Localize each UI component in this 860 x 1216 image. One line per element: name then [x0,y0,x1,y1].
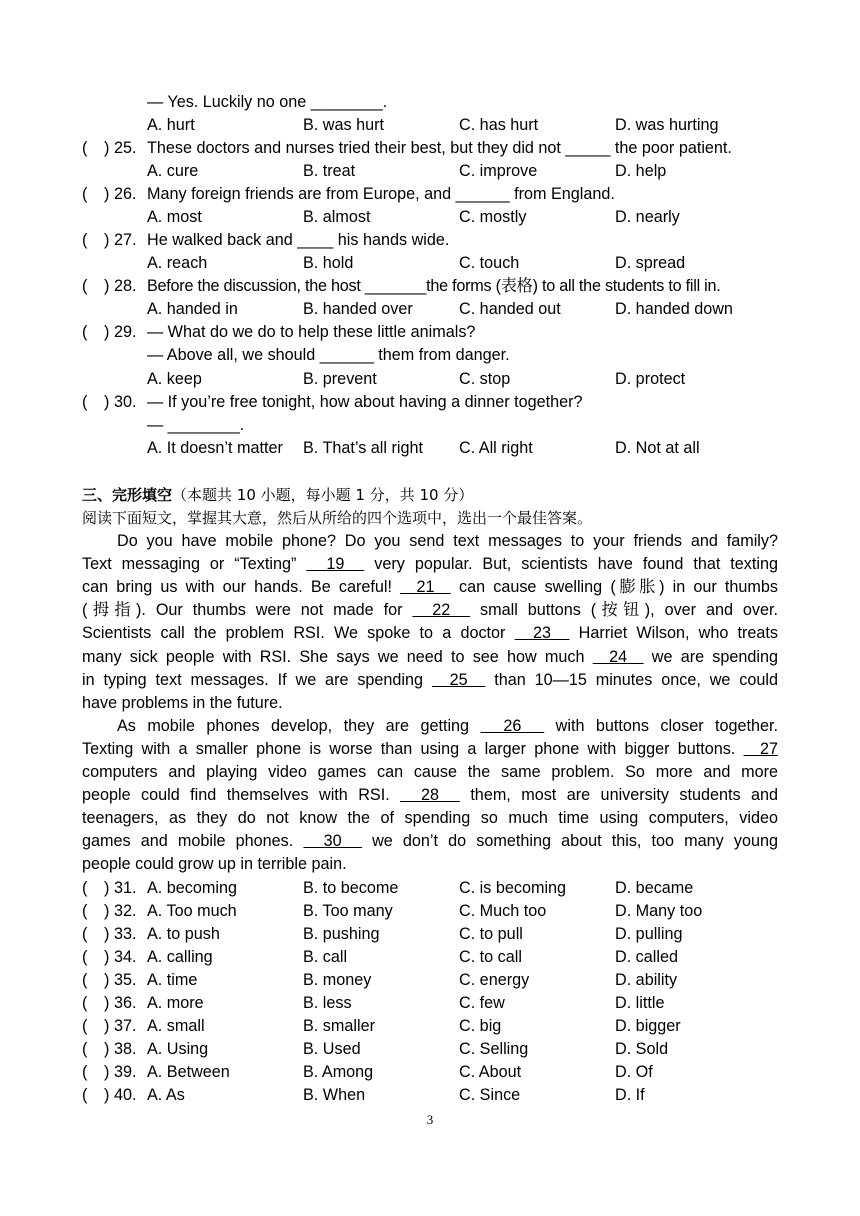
option-b: B. prevent [303,370,377,388]
answer-paren-open: ( [82,1017,88,1035]
question-text-2: — Above all, we should ______ them from danger. [147,346,510,364]
option-b: B. call [303,948,348,966]
question-24-response: — Yes. Luckily no one ________. [147,93,388,111]
answer-paren-close: ) [104,393,110,411]
section-title-text: 三、完形填空 [82,486,173,504]
passage-line [117,530,778,552]
option-c: C. is becoming [459,879,567,897]
option-d: D. became [615,879,694,897]
question-text: He walked back and ____ his hands wide. [147,231,450,249]
passage-text: many sick people with RSI. She says we need to see how much [82,648,585,666]
cloze-blank-28: 28 [400,786,460,804]
cloze-blank-30: 30 [303,832,362,850]
passage-text: small buttons (按钮), over and over. [480,601,778,619]
option-a: A. Between [147,1063,230,1081]
passage-line [82,830,778,852]
option-b: B. hold [303,254,354,272]
passage-line [82,576,778,598]
passage-text: Harriet Wilson, who treats [578,624,779,642]
option-d: D. spread [615,254,686,272]
option-d: D. protect [615,370,686,388]
passage-text: Do you have mobile phone? Do you send text messages to your friends and family? [117,532,778,550]
answer-paren-close: ) [104,231,110,249]
cloze-blank-26: 26 [480,717,545,735]
answer-paren-open: ( [82,879,88,897]
option-b: B. less [303,994,352,1012]
option-a: A. keep [147,370,202,388]
answer-paren-close: ) [104,994,110,1012]
answer-paren-open: ( [82,948,88,966]
option-a: A. cure [147,162,199,180]
option-c: C. touch [459,254,520,272]
option-b: B. to become [303,879,399,897]
option-b: B. almost [303,208,371,226]
question-number: 30. [114,393,137,411]
answer-paren-close: ) [104,139,110,157]
answer-paren-close: ) [104,277,110,295]
cloze-blank-19: 19 [306,555,365,573]
option-a: A. hurt [147,116,195,134]
passage-text: computers and playing video games can cause the same problem. So more and more [82,763,778,781]
question-number: 39. [114,1063,137,1081]
passage-text: As mobile phones develop, they are getting [117,717,470,735]
passage-line [117,715,778,737]
answer-paren-open: ( [82,1040,88,1058]
question-number: 28. [114,277,137,295]
question-number: 35. [114,971,137,989]
passage-text: can bring us with our hands. Be careful! [82,578,392,596]
question-number: 37. [114,1017,137,1035]
cloze-blank-25: 25 [431,671,486,689]
section-title [82,484,473,507]
option-b: B. Used [303,1040,361,1058]
answer-paren-open: ( [82,277,88,295]
question-number: 36. [114,994,137,1012]
answer-paren-open: ( [82,1086,88,1104]
passage-text: we are spending [651,648,779,666]
option-a: A. Too much [147,902,237,920]
option-b: B. smaller [303,1017,375,1035]
option-b: B. handed over [303,300,413,318]
option-d: D. Sold [615,1040,669,1058]
option-a: A. It doesn’t matter [147,439,283,457]
option-c: C. Since [459,1086,521,1104]
question-text: These doctors and nurses tried their best, but they did not _____ the poor patient. [147,139,732,157]
question-number: 29. [114,323,137,341]
passage-line [82,669,778,691]
option-a: A. calling [147,948,213,966]
option-b: B. was hurt [303,116,384,134]
page-number: 3 [426,1112,434,1127]
option-c: C. has hurt [459,116,539,134]
option-c: C. few [459,994,505,1012]
answer-paren-close: ) [104,948,110,966]
option-b: B. That’s all right [303,439,423,457]
answer-paren-open: ( [82,902,88,920]
option-a: A. Using [147,1040,209,1058]
passage-text: in typing text messages. If we are spending [82,671,424,689]
passage-text: people could find themselves with RSI. [82,786,390,804]
option-a: A. most [147,208,202,226]
option-a: A. small [147,1017,205,1035]
passage-text: we don’t do something about this, too many young [372,832,779,850]
passage-line [82,784,778,806]
answer-paren-close: ) [104,971,110,989]
passage-text: games and mobile phones. [82,832,294,850]
option-c: C. to call [459,948,522,966]
option-c: C. handed out [459,300,561,318]
answer-paren-close: ) [104,902,110,920]
passage-line [82,853,778,875]
option-c: C. stop [459,370,511,388]
option-a: A. As [147,1086,185,1104]
question-number: 31. [114,879,137,897]
option-c: C. Much too [459,902,547,920]
answer-paren-open: ( [82,323,88,341]
passage-text: Texting with a smaller phone is worse than using a larger phone with bigger buttons. [82,740,736,758]
option-b: B. Too many [303,902,393,920]
option-d: D. Of [615,1063,653,1081]
passage-line [82,622,778,644]
option-a: A. reach [147,254,208,272]
option-d: D. help [615,162,667,180]
option-b: B. treat [303,162,356,180]
section-scoring-note: （本题共 10 小题，每小题 1 分，共 10 分） [172,486,474,504]
passage-line [82,646,778,668]
answer-paren-open: ( [82,231,88,249]
passage-line [82,553,778,575]
option-c: C. All right [459,439,533,457]
option-b: B. Among [303,1063,374,1081]
option-d: D. Many too [615,902,703,920]
option-a: A. handed in [147,300,238,318]
option-c: C. big [459,1017,502,1035]
answer-paren-close: ) [104,1086,110,1104]
question-number: 32. [114,902,137,920]
option-d: D. nearly [615,208,680,226]
question-number: 33. [114,925,137,943]
question-text: Before the discussion, the host _______the forms (表格) to all the students to fill in. [147,277,721,295]
passage-line [82,738,778,760]
cloze-blank-21: 21 [400,578,451,596]
passage-text: them, most are university students and [470,786,778,804]
option-d: D. Not at all [615,439,700,457]
question-number: 40. [114,1086,137,1104]
passage-text: Scientists call the problem RSI. We spoke to a doctor [82,624,506,642]
option-d: D. pulling [615,925,683,943]
passage-line [82,599,778,621]
option-c: C. energy [459,971,530,989]
answer-paren-close: ) [104,925,110,943]
option-b: B. pushing [303,925,380,943]
cloze-blank-27: 27 [743,740,778,758]
answer-paren-close: ) [104,323,110,341]
passage-text: teenagers, as they do not know the of spending so much time using computers, video [82,809,778,827]
question-text-2: — ________. [147,416,245,434]
passage-text: can cause swelling (膨胀) in our thumbs [458,578,779,596]
passage-text: (拇指). Our thumbs were not made for [82,601,403,619]
answer-paren-open: ( [82,994,88,1012]
answer-paren-open: ( [82,139,88,157]
answer-paren-open: ( [82,185,88,203]
option-a: A. to push [147,925,220,943]
answer-paren-open: ( [82,393,88,411]
question-number: 38. [114,1040,137,1058]
cloze-blank-22: 22 [412,601,471,619]
question-text: Many foreign friends are from Europe, and ______ from England. [147,185,615,203]
option-d: D. ability [615,971,678,989]
option-d: D. was hurting [615,116,719,134]
option-a: A. becoming [147,879,237,897]
option-a: A. time [147,971,198,989]
option-d: D. little [615,994,665,1012]
answer-paren-close: ) [104,879,110,897]
answer-paren-close: ) [104,1063,110,1081]
answer-paren-close: ) [104,1040,110,1058]
passage-text: with buttons closer together. [555,717,779,735]
option-d: D. handed down [615,300,733,318]
passage-text: Text messaging or “Texting” [82,555,297,573]
passage-line [82,692,778,714]
passage-text: very popular. But, scientists have found that texting [374,555,778,573]
option-d: D. bigger [615,1017,681,1035]
question-number: 27. [114,231,137,249]
question-text: — If you’re free tonight, how about having a dinner together? [147,393,583,411]
cloze-blank-23: 23 [514,624,570,642]
question-number: 26. [114,185,137,203]
option-c: C. Selling [459,1040,529,1058]
answer-paren-open: ( [82,925,88,943]
question-number: 25. [114,139,137,157]
question-text: — What do we do to help these little animals? [147,323,476,341]
answer-paren-close: ) [104,185,110,203]
answer-paren-close: ) [104,1017,110,1035]
answer-paren-open: ( [82,1063,88,1081]
passage-text: have problems in the future. [82,694,283,712]
passage-line [82,807,778,829]
option-c: C. to pull [459,925,523,943]
option-a: A. more [147,994,204,1012]
answer-paren-open: ( [82,971,88,989]
passage-text: people could grow up in terrible pain. [82,855,347,873]
passage-text: than 10—15 minutes once, we could [494,671,779,689]
option-b: B. money [303,971,372,989]
option-c: C. improve [459,162,538,180]
section-instruction: 阅读下面短文，掌握其大意，然后从所给的四个选项中，选出一个最佳答案。 [82,509,593,527]
option-b: B. When [303,1086,366,1104]
question-number: 34. [114,948,137,966]
passage-line [82,761,778,783]
option-d: D. If [615,1086,645,1104]
option-d: D. called [615,948,678,966]
option-c: C. mostly [459,208,527,226]
option-c: C. About [459,1063,522,1081]
cloze-blank-24: 24 [592,648,644,666]
